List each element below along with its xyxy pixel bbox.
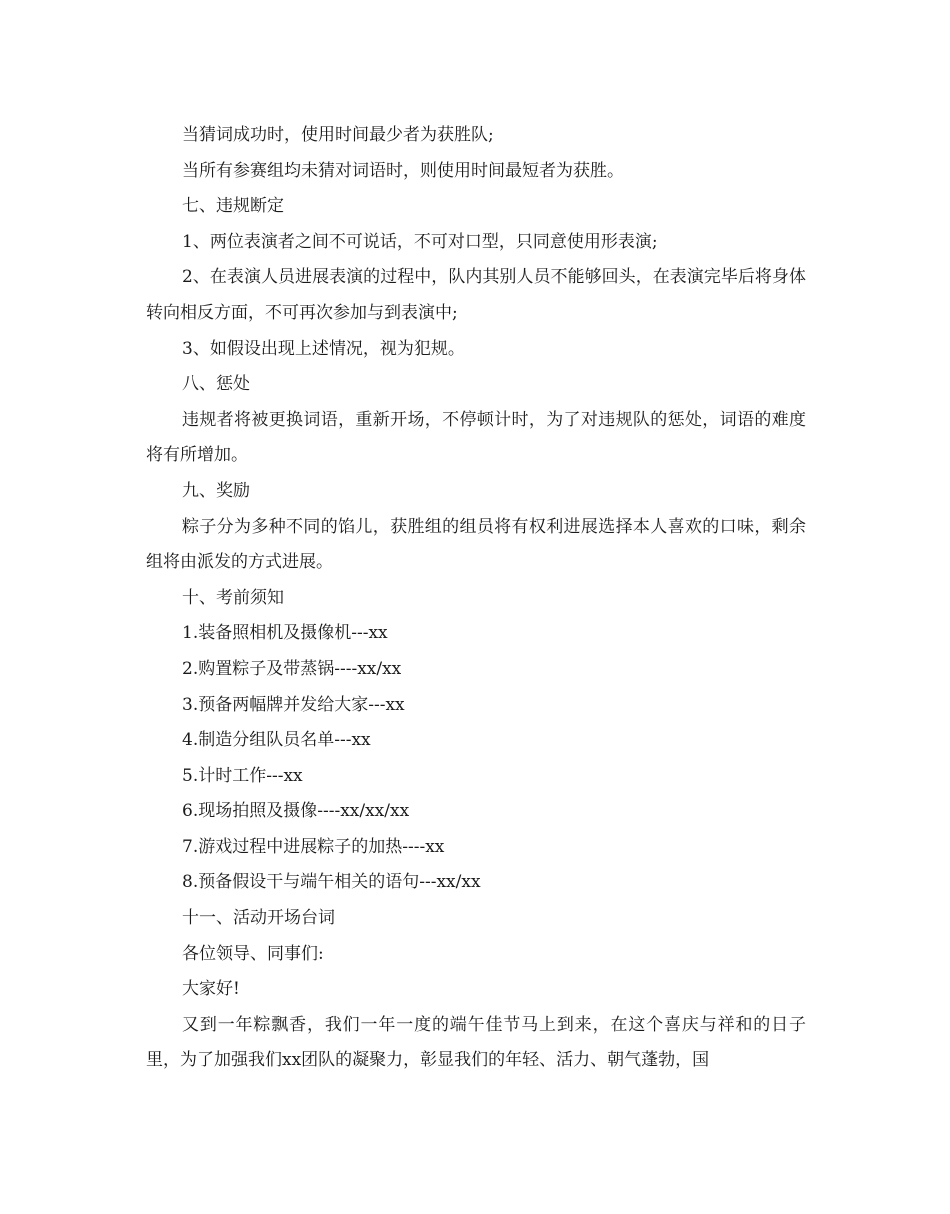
paragraph: 当所有参赛组均未猜对词语时，则使用时间最短者为获胜。 [182,160,624,181]
list-item: 5.计时工作---xx [182,765,303,786]
section-heading: 八、惩处 [182,374,250,395]
list-item: 6.现场拍照及摄像----xx/xx/xx [182,801,410,822]
paragraph: 各位领导、同事们: [182,943,324,964]
paragraph: 大家好! [182,979,240,1000]
list-item: 2.购置粽子及带蒸锅----xx/xx [182,658,402,679]
paragraph: 当猜词成功时，使用时间最少者为获胜队; [182,125,494,145]
list-item: 8.预备假设干与端午相关的语句---xx/xx [182,872,481,893]
paragraph: 2、在表演人员进展表演的过程中，队内其别人员不能够回头，在表演完毕后将身体转向相反方面，不可再次参加与到表演中; [146,267,806,323]
list-item: 1.装备照相机及摄像机---xx [182,623,388,644]
paragraph: 粽子分为多种不同的馅儿，获胜组的组员将有权利进展选择本人喜欢的口味，剩余组将由派发的方式进展。 [146,516,806,573]
paragraph: 又到一年粽飘香，我们一年一度的端午佳节马上到来，在这个喜庆与祥和的日子里，为了加强我们xx团队的凝聚力，彰显我们的年轻、活力、朝气蓬勃，国 [146,1014,806,1071]
list-item: 3.预备两幅牌并发给大家---xx [182,694,405,715]
paragraph: 违规者将被更换词语，重新开场，不停顿计时，为了对违规队的惩处，词语的难度将有所增加。 [146,409,806,466]
paragraph: 3、如假设出现上述情况，视为犯规。 [182,338,465,359]
paragraph: 1、两位表演者之间不可说话，不可对口型，只同意使用形表演; [182,231,658,252]
section-heading: 九、奖励 [182,480,250,501]
document-body [146,118,806,1079]
section-heading: 七、违规断定 [182,196,284,217]
list-item: 4.制造分组队员名单---xx [182,730,371,751]
section-heading: 十、考前须知 [182,587,284,608]
list-item: 7.游戏过程中进展粽子的加热----xx [182,836,445,857]
section-heading: 十一、活动开场台词 [182,908,335,929]
